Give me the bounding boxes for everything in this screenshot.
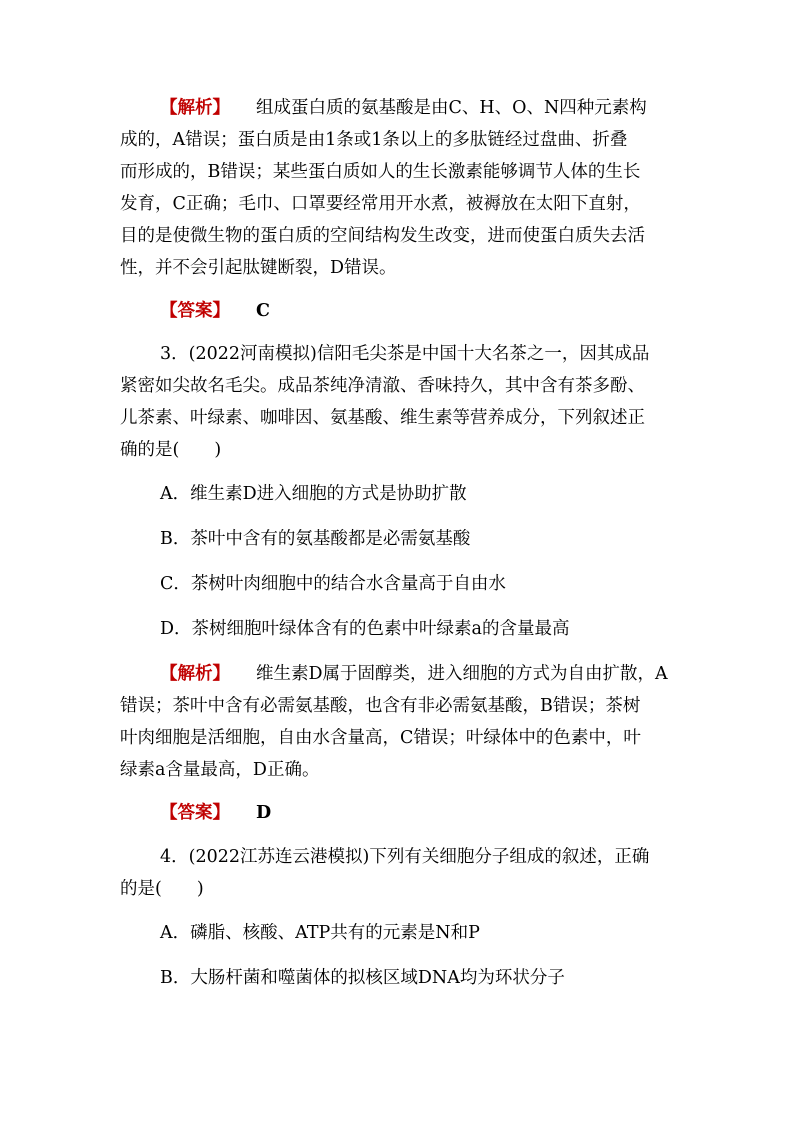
question-3-option-a: A．维生素D进入细胞的方式是协助扩散 bbox=[160, 484, 467, 504]
question-3-line-2: 紧密如尖故名毛尖。成品茶纯净清澈、香味持久，其中含有茶多酚、 bbox=[120, 376, 645, 396]
analysis-1-line-2: 成的，A错误；蛋白质是由1条或1条以上的多肽链经过盘曲、折叠 bbox=[120, 130, 628, 150]
question-3-line-3: 儿茶素、叶绿素、咖啡因、氨基酸、维生素等营养成分，下列叙述正 bbox=[120, 408, 645, 428]
analysis-1-line-4: 发育，C正确；毛巾、口罩要经常用开水煮，被褥放在太阳下直射， bbox=[120, 194, 641, 214]
analysis-1-line-3: 而形成的，B错误；某些蛋白质如人的生长激素能够调节人体的生长 bbox=[120, 162, 641, 182]
analysis-1-line-5: 目的是使微生物的蛋白质的空间结构发生改变，进而使蛋白质失去活 bbox=[120, 226, 645, 246]
answer-1 bbox=[160, 300, 270, 322]
analysis-1-line-1 bbox=[160, 97, 647, 119]
analysis-text: 组成蛋白质的氨基酸是由C、H、O、N四种元素构 bbox=[256, 98, 647, 118]
analysis-2-line-3: 叶肉细胞是活细胞，自由水含量高，C错误；叶绿体中的色素中，叶 bbox=[120, 728, 641, 748]
question-3-line-1: 3．(2022河南模拟)信阳毛尖茶是中国十大名茶之一，因其成品 bbox=[160, 344, 650, 364]
answer-value: C bbox=[256, 301, 270, 321]
analysis-2-line-1 bbox=[160, 663, 668, 685]
question-4-line-2: 的是( ) bbox=[120, 879, 204, 899]
analysis-2-line-2: 错误；茶叶中含有必需氨基酸，也含有非必需氨基酸，B错误；茶树 bbox=[120, 696, 641, 716]
question-3-option-c: C．茶树叶肉细胞中的结合水含量高于自由水 bbox=[160, 574, 506, 594]
question-4-option-a: A．磷脂、核酸、ATP共有的元素是N和P bbox=[160, 923, 480, 943]
question-4-line-1: 4．(2022江苏连云港模拟)下列有关细胞分子组成的叙述，正确 bbox=[160, 847, 650, 867]
answer-tag: 【答案】 bbox=[160, 301, 230, 321]
analysis-2-line-4: 绿素a含量最高，D正确。 bbox=[120, 760, 320, 780]
answer-value: D bbox=[256, 803, 272, 823]
answer-tag: 【答案】 bbox=[160, 803, 230, 823]
question-3-line-4: 确的是( ) bbox=[120, 440, 222, 460]
analysis-tag: 【解析】 bbox=[160, 664, 230, 684]
question-4-option-b: B．大肠杆菌和噬菌体的拟核区域DNA均为环状分子 bbox=[160, 968, 565, 988]
question-3-option-d: D．茶树细胞叶绿体含有的色素中叶绿素a的含量最高 bbox=[160, 619, 570, 639]
analysis-tag: 【解析】 bbox=[160, 98, 230, 118]
question-3-option-b: B．茶叶中含有的氨基酸都是必需氨基酸 bbox=[160, 529, 471, 549]
analysis-1-line-6: 性，并不会引起肽键断裂，D错误。 bbox=[120, 258, 397, 278]
answer-2 bbox=[160, 802, 271, 824]
analysis-text: 维生素D属于固醇类，进入细胞的方式为自由扩散，A bbox=[256, 664, 668, 684]
